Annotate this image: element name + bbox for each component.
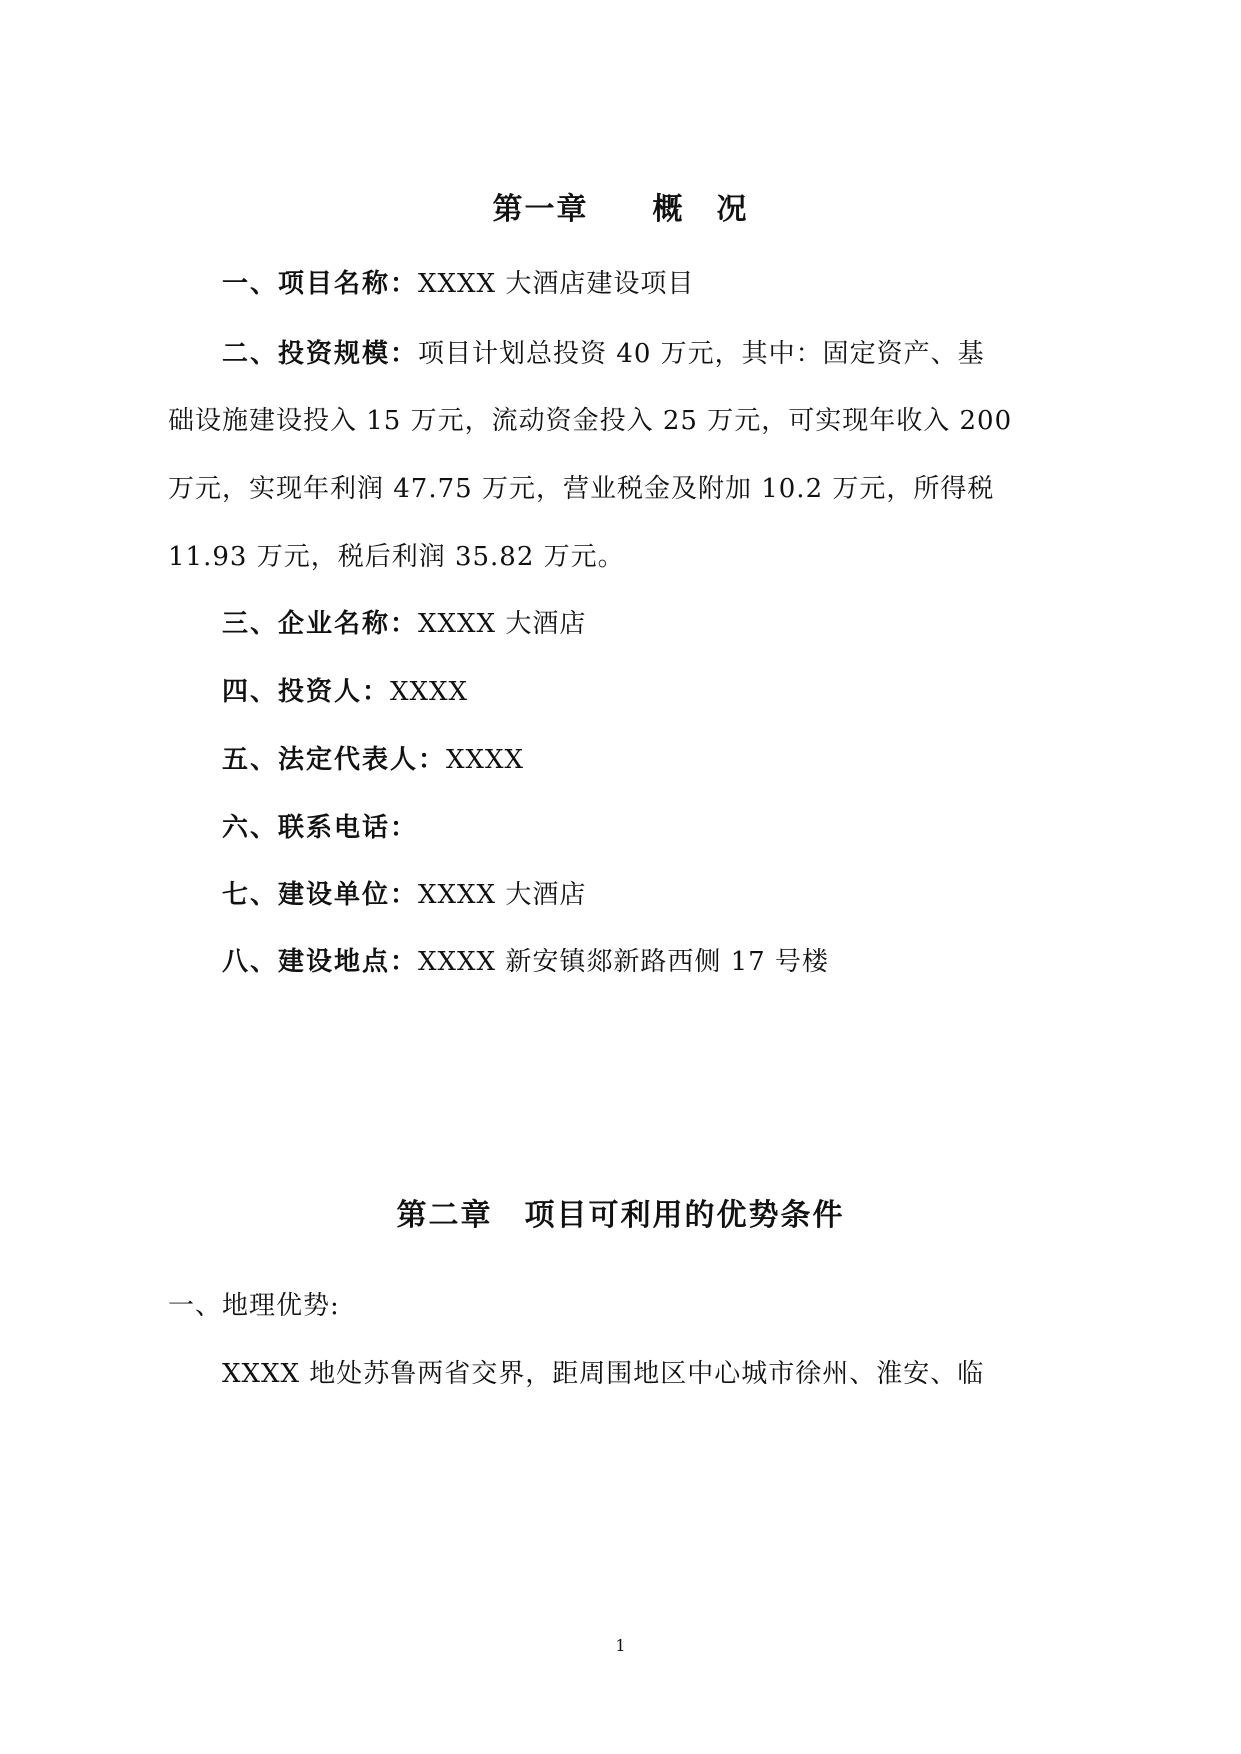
item-label: 六、联系电话： xyxy=(222,813,419,843)
item-label: 四、投资人： xyxy=(222,677,391,707)
item-company-name xyxy=(222,607,586,641)
item-value: XXXX 大酒店 xyxy=(418,609,587,639)
item-value: XXXX 大酒店建设项目 xyxy=(418,269,695,299)
item-construction-site xyxy=(222,945,829,979)
item-project-name xyxy=(222,267,694,301)
item-label: 八、建设地点： xyxy=(222,947,419,977)
item-label: 一、项目名称： xyxy=(222,269,419,299)
investment-paragraph-line: 础设施建设投入 15 万元，流动资金投入 25 万元，可实现年收入 200 xyxy=(168,406,1013,436)
item-label: 二、投资规模： xyxy=(222,339,419,369)
item-value: XXXX 新安镇郯新路西侧 17 号楼 xyxy=(418,947,829,977)
item-value: XXXX xyxy=(446,745,525,775)
item-construction-unit xyxy=(222,878,586,912)
chapter-1-title: 第一章 概 况 xyxy=(492,192,749,227)
geography-paragraph-line: XXXX 地处苏鲁两省交界，距周围地区中心城市徐州、淮安、临 xyxy=(222,1359,985,1389)
item-value: XXXX 大酒店 xyxy=(418,880,587,910)
investment-paragraph-line: 11.93 万元，税后利润 35.82 万元。 xyxy=(168,542,625,572)
item-investor xyxy=(222,675,468,709)
item-value: XXXX xyxy=(390,677,469,707)
item-contact-phone xyxy=(222,811,418,845)
investment-paragraph-line: 万元，实现年利润 47.75 万元，营业税金及附加 10.2 万元，所得税 xyxy=(168,474,995,504)
item-investment-scale xyxy=(222,337,985,371)
item-label: 七、建设单位： xyxy=(222,880,419,910)
item-label: 五、法定代表人： xyxy=(222,745,447,775)
chapter-2-title: 第二章 项目可利用的优势条件 xyxy=(396,1198,845,1233)
page-number: 1 xyxy=(615,1636,626,1655)
item-legal-representative xyxy=(222,743,524,777)
section-heading-geography: 一、地理优势: xyxy=(168,1291,340,1321)
item-label: 三、企业名称： xyxy=(222,609,419,639)
item-value: 项目计划总投资 40 万元，其中：固定资产、基 xyxy=(418,339,985,369)
